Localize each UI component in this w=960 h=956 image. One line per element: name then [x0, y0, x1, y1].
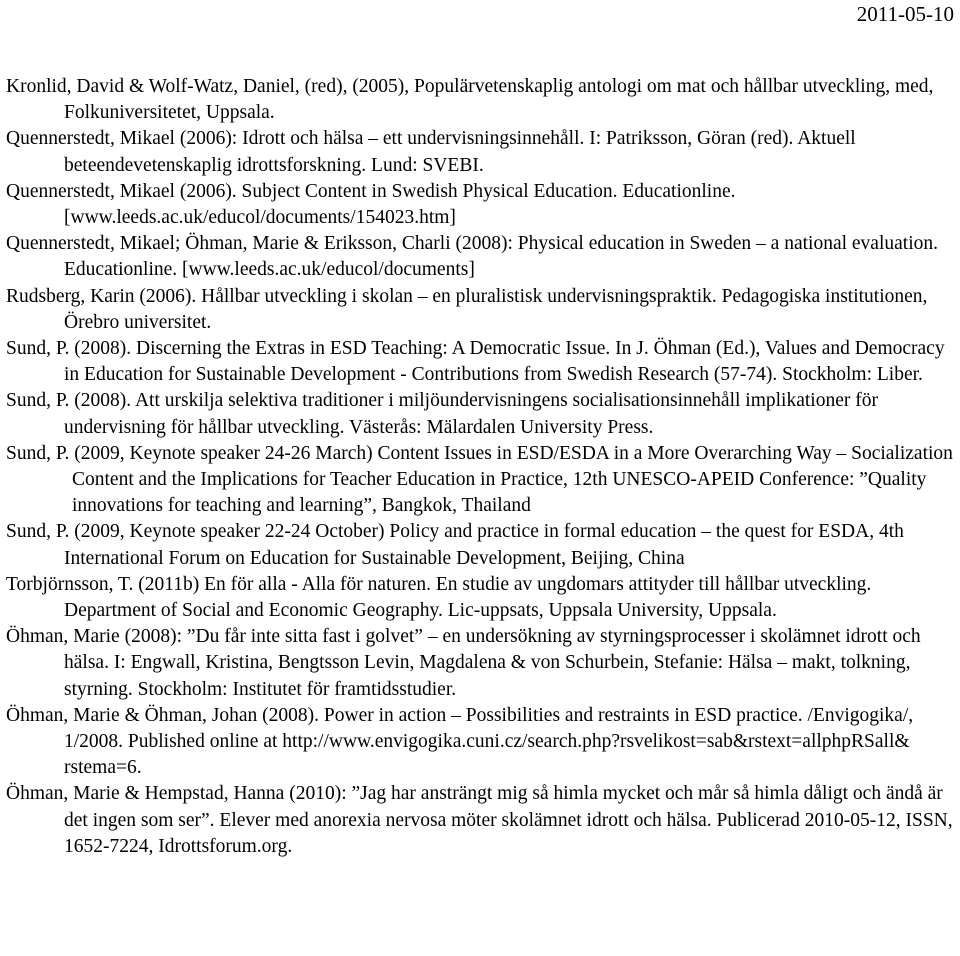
reference-entry: Torbjörnsson, T. (2011b) En för alla - Alla för naturen. En studie av ungdomars attityder till hållbar utveckling. Department of Social and Economic Geography. Lic-uppsats, Uppsala University, Uppsala. — [6, 573, 872, 622]
reference-entry: Sund, P. (2009, Keynote speaker 24-26 March) Content Issues in ESD/ESDA in a More Overarching Way – Socialization Content and the Implications for Teacher Education in Practice, 12th UNESCO-APEID Conference: ”Quality innovations for teaching and learning”, Bangkok, Thailand — [6, 442, 953, 517]
reference-entry: Sund, P. (2008). Att urskilja selektiva traditioner i miljöundervisningens socialisationsinnehåll implikationer för undervisning för hållbar utveckling. Västerås: Mälardalen University Press. — [6, 390, 878, 438]
reference-entry: Kronlid, David & Wolf-Watz, Daniel, (red), (2005), Populärvetenskaplig antologi om mat och hållbar utveckling, med, Folkuniversitetet, Uppsala. — [6, 76, 934, 124]
reference-entry: Sund, P. (2009, Keynote speaker 22-24 October) Policy and practice in formal education – the quest for ESDA, 4th International Forum on Education for Sustainable Development, Beijing, China — [6, 521, 904, 569]
reference-entry: Öhman, Marie (2008): ”Du får inte sitta fast i golvet” – en undersökning av styrningsprocesser i skolämnet idrott och hälsa. I: Engwall, Kristina, Bengtsson Levin, Magdalena & von Schurbein, Stefanie: Hälsa – makt, tolkning, styrning. Stockholm: Institutet för framtidsstudier. — [6, 626, 921, 700]
reference-entry: Rudsberg, Karin (2006). Hållbar utveckling i skolan – en pluralistisk undervisningspraktik. Pedagogiska institutionen, Örebro universitet. — [6, 285, 928, 333]
reference-entry: Quennerstedt, Mikael (2006). Subject Content in Swedish Physical Education. Educationline. [www.leeds.ac.uk/educol/documents/154023.htm] — [6, 180, 736, 229]
reference-entry: Öhman, Marie & Öhman, Johan (2008). Power in action – Possibilities and restraints in ESD practice. /Envigogika/, 1/2008. Published online at http://www.envigogika.cuni.cz/search.php?rsvelikost=sab&rstext=allphpRSall& rstema=6. — [6, 704, 914, 779]
reference-entry: Quennerstedt, Mikael; Öhman, Marie & Eriksson, Charli (2008): Physical education in Sweden – a national evaluation. Educationline. [www.leeds.ac.uk/educol/documents] — [6, 233, 938, 281]
reference-entry: Quennerstedt, Mikael (2006): Idrott och hälsa – ett undervisningsinnehåll. I: Patriksson, Göran (red). Aktuell beteendevetenskaplig idrottsforskning. Lund: SVEBI. — [6, 128, 856, 176]
reference-entry: Sund, P. (2008). Discerning the Extras in ESD Teaching: A Democratic Issue. In J. Öhman (Ed.), Values and Democracy in Education for Sustainable Development - Contributions from Swedish Research (57-74). Stockholm: Liber. — [6, 338, 945, 386]
page-date: 2011-05-10 — [856, 2, 954, 26]
reference-entry: Öhman, Marie & Hempstad, Hanna (2010): ”Jag har ansträngt mig så himla mycket och mår så himla dåligt och ändå är det ingen som ser”. Elever med anorexia nervosa möter skolämnet idrott och hälsa. Publicerad 2010-05-12, ISSN, 1652-7224, Idrottsforum.org. — [6, 783, 953, 857]
reference-list — [6, 74, 956, 860]
